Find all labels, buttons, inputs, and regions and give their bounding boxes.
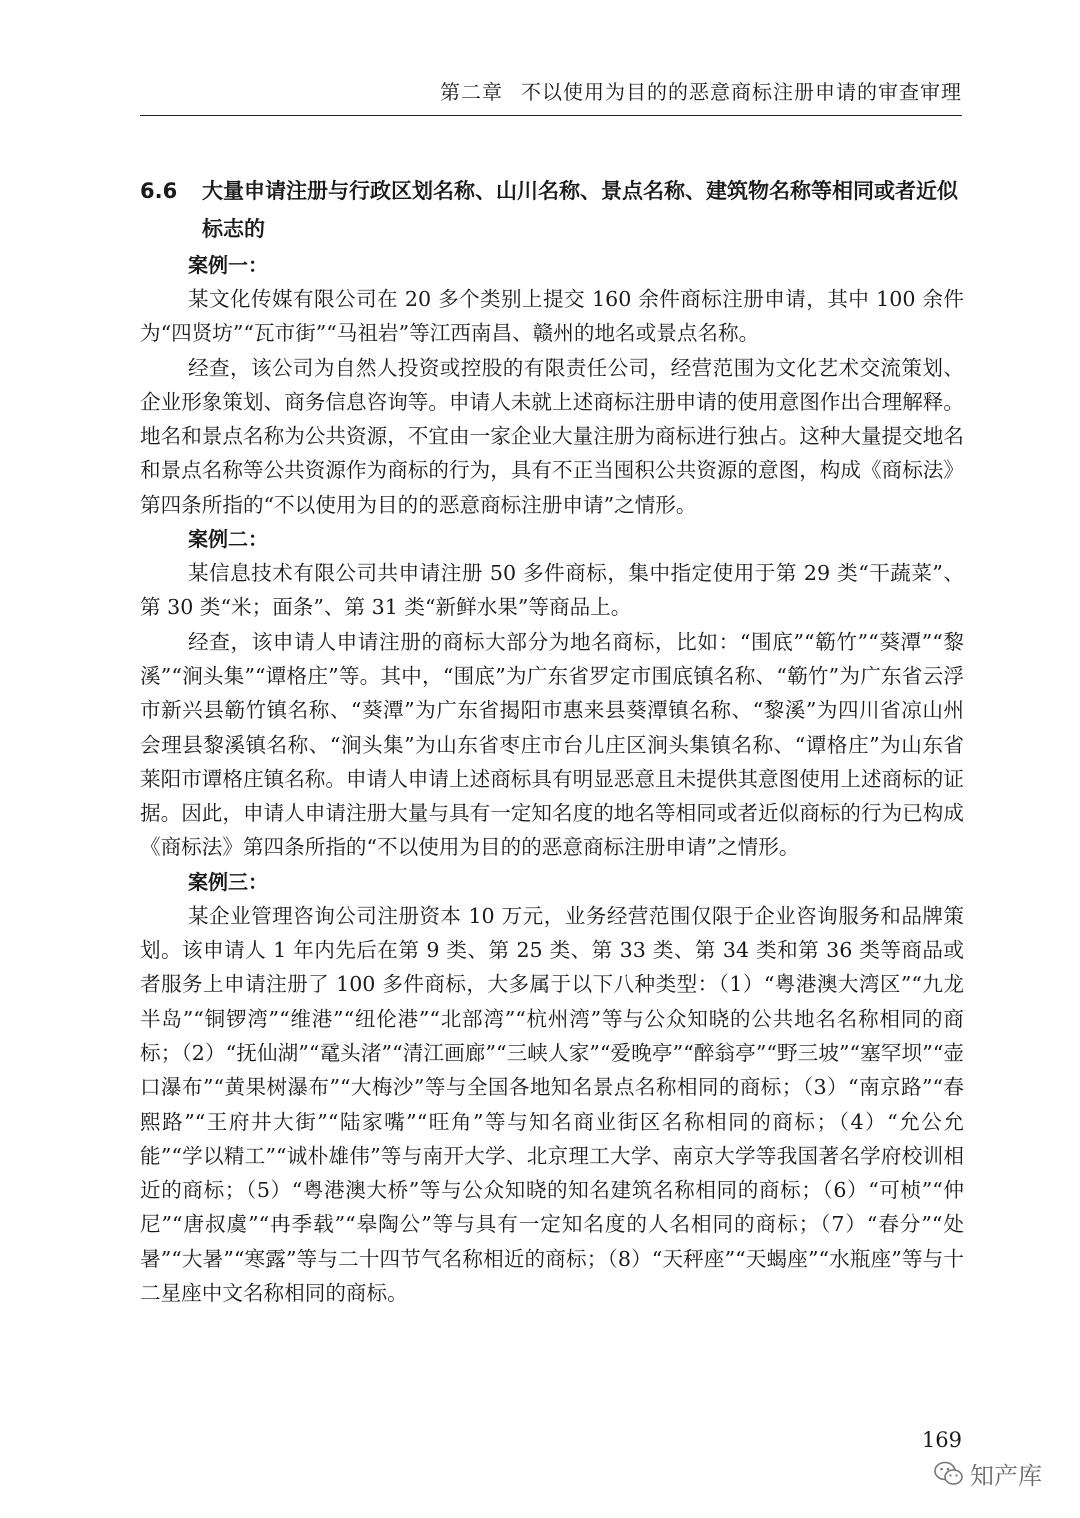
case-2-label: 案例二： [188,527,268,552]
case-1-label: 案例一： [188,253,268,277]
section-number: 6.6 [140,179,178,203]
wechat-icon [934,1461,964,1487]
page-number: 169 [921,1428,962,1452]
page-body [140,172,964,1310]
case-1-paragraph-2: 经查，该公司为自然人投资或控股的有限责任公司，经营范围为文化艺术交流策划、企业形象策划、商务信息咨询等。申请人未就上述商标注册申请的使用意图作出合理解释。地名和景点名称为公共资源，不宜由一家企业大量注册为商标进行独占。这种大量提交地名和景点名称等公共资源作为商标的行为，具有不正当囤积公共资源的意图，构成《商标法》第四条所指的“不以使用为目的的恶意商标注册申请”之情形。 [140,355,964,517]
chapter-title: 不以使用为目的的恶意商标注册申请的审查审理 [521,80,962,104]
watermark [934,1456,1042,1491]
watermark-text: 知产库 [970,1462,1042,1490]
section-heading [140,172,964,248]
case-2-paragraph-1: 某信息技术有限公司共申请注册 50 多件商标，集中指定使用于第 29 类“干蔬菜”、第 30 类“米；面条”、第 31 类“新鲜水果”等商品上。 [140,561,964,620]
case-3-paragraph-1: 某企业管理咨询公司注册资本 10 万元，业务经营范围仅限于企业咨询服务和品牌策划。该申请人 1 年内先后在第 9 类、第 25 类、第 33 类、第 34 类和第 36 类等商品或者服务上申请注册了 100 多件商标，大多属于以下八种类型：（1）“粤港澳大湾区”“九龙半岛”“铜锣湾”“维港”“纽伦港”“北部湾”“杭州湾”等与公众知晓的公共地名名称相同的商标；（2）“抚仙湖”“鼋头渚”“清江画廊”“三峡人家”“爱晚亭”“醉翁亭”“野三坡”“塞罕坝”“壶口瀑布”“黄果树瀑布”“大梅沙”等与全国各地知名景点名称相同的商标；（3）“南京路”“春熙路”“王府井大街”“陆家嘴”“旺角”等与知名商业街区名称相同的商标；（4）“允公允能”“学以精工”“诚朴雄伟”等与南开大学、北京理工大学、南京大学等我国著名学府校训相近的商标；（5）“粤港澳大桥”等与公众知晓的知名建筑名称相同的商标；（6）“可桢”“仲尼”“唐叔虞”“冉季载”“皋陶公”等与具有一定知名度的人名相同的商标；（7）“春分”“处暑”“大暑”“寒露”等与二十四节气名称相近的商标；（8）“天秤座”“天蝎座”“水瓶座”等与十二星座中文名称相同的商标。 [140,903,964,1306]
case-1-paragraph-1: 某文化传媒有限公司在 20 多个类别上提交 160 余件商标注册申请，其中 100 余件为“四贤坊”“瓦市街”“马祖岩”等江西南昌、赣州的地名或景点名称。 [140,287,964,346]
case-3-label: 案例三： [188,869,268,894]
section-title: 大量申请注册与行政区划名称、山川名称、景点名称、建筑物名称等相同或者近似标志的 [202,179,958,241]
chapter-number: 第二章 [440,80,503,104]
running-header [140,76,962,116]
case-2-paragraph-2: 经查，该申请人申请注册的商标大部分为地名商标，比如：“围底”“簕竹”“葵潭”“黎溪”“涧头集”“谭格庄”等。其中，“围底”为广东省罗定市围底镇名称、“簕竹”为广东省云浮市新兴县簕竹镇名称、“葵潭”为广东省揭阳市惠来县葵潭镇名称、“黎溪”为四川省凉山州会理县黎溪镇名称、“涧头集”为山东省枣庄市台儿庄区涧头集镇名称、“谭格庄”为山东省莱阳市谭格庄镇名称。申请人申请上述商标具有明显恶意且未提供其意图使用上述商标的证据。因此，申请人申请注册大量与具有一定知名度的地名等相同或者近似商标的行为已构成《商标法》第四条所指的“不以使用为目的的恶意商标注册申请”之情形。 [140,629,964,860]
